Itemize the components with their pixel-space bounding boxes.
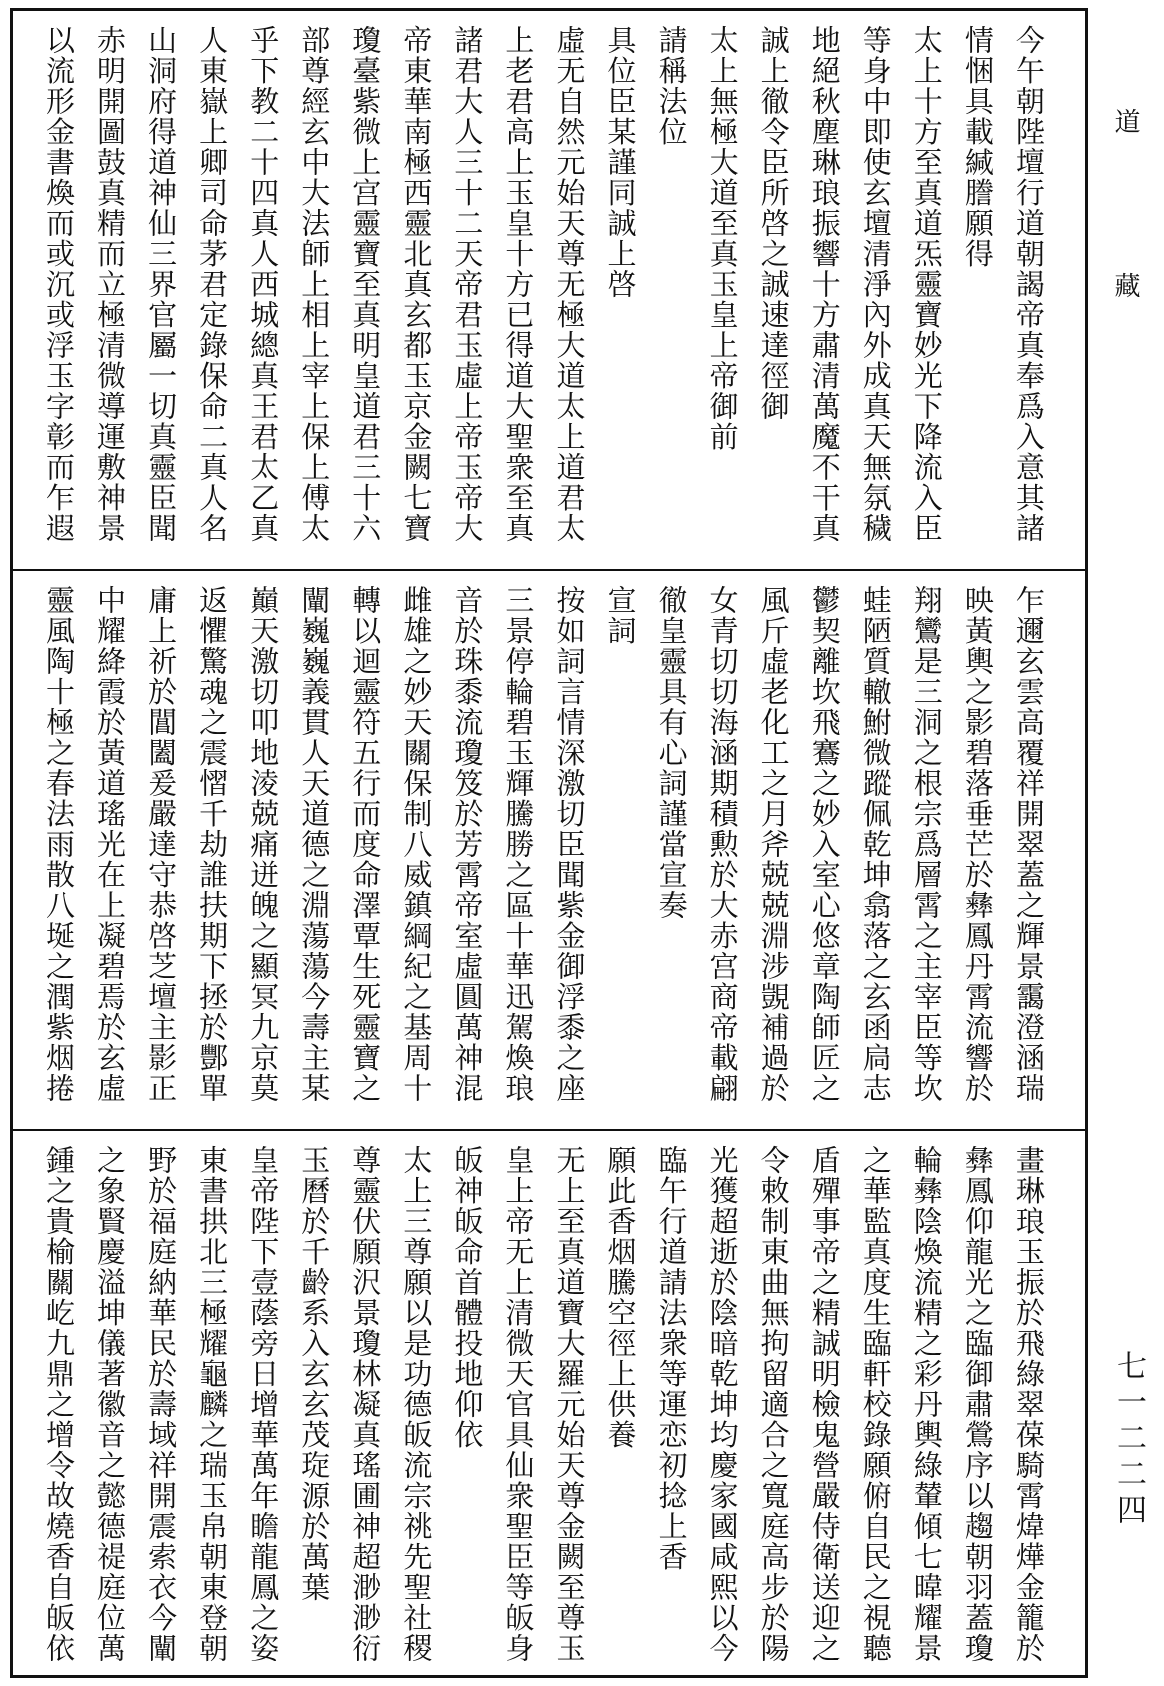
text-column: 輪彝陰煥流精之彩丹輿綠輦傾七暐耀景 bbox=[909, 1145, 944, 1663]
text-column: 宣詞 bbox=[603, 585, 638, 646]
text-column: 太上無極大道至真玉皇上帝御前 bbox=[705, 25, 740, 452]
text-column: 闡巍巍義貫人天道德之淵蕩蕩今壽主某 bbox=[297, 585, 332, 1104]
text-column: 之象賢慶溢坤儀著徽音之懿德禔庭位萬 bbox=[93, 1145, 128, 1663]
text-column: 音於珠黍流瓊笈於芳霄帝室虛圓萬神混 bbox=[450, 585, 485, 1104]
text-column: 今午朝陛壇行道朝謁帝真奉爲入意其諸 bbox=[1011, 25, 1046, 544]
text-column: 盾殫事帝之精誠明檢鬼營嚴侍衛送迎之 bbox=[807, 1145, 842, 1663]
text-column: 畫琳琅玉振於飛綠翠葆騎霄煒燁金籠於 bbox=[1011, 1145, 1046, 1663]
text-column: 山洞府得道神仙三界官屬一切真靈臣聞 bbox=[144, 25, 179, 544]
page-frame bbox=[10, 8, 1088, 1678]
text-column: 皈神皈命首體投地仰依 bbox=[450, 1145, 485, 1450]
text-column: 虛无自然元始天尊无極大道太上道君太 bbox=[552, 25, 587, 544]
text-column: 按如詞言情深激切臣聞紫金御浮黍之座 bbox=[552, 585, 587, 1104]
text-column: 尊靈伏願沢景瓊林凝真瑤圃神超渺渺衍 bbox=[348, 1145, 383, 1663]
column-group-bottom bbox=[39, 1145, 1049, 1663]
text-column: 請稱法位 bbox=[654, 25, 689, 147]
text-column: 鍾之貴榆關屹九鼎之增令故燒香自皈依 bbox=[42, 1145, 76, 1663]
text-column: 皇上帝无上清微天官具仙衆聖臣等皈身 bbox=[501, 1145, 536, 1663]
text-column: 等身中即使玄壇清淨內外成真天無氛穢 bbox=[858, 25, 893, 544]
text-column: 光獲超逝於陰暗乾坤均慶家國咸熙以今 bbox=[705, 1145, 740, 1663]
text-band-middle bbox=[13, 569, 1085, 1129]
text-column: 蛙陋質轍鮒微蹤佩乾坤翕落之玄函扃志 bbox=[858, 585, 893, 1104]
column-group-middle bbox=[39, 585, 1049, 1117]
text-column: 之華監真度生臨軒校錄願俯自民之視聽 bbox=[858, 1145, 893, 1663]
text-column: 瓊臺紫微上宫靈寶至真明皇道君三十六 bbox=[348, 25, 383, 544]
text-column: 具位臣某謹同誠上啓 bbox=[603, 25, 638, 300]
text-column: 中耀絳霞於黃道瑤光在上凝碧焉於玄虛 bbox=[93, 585, 128, 1104]
text-column: 野於福庭納華民於壽域祥開震索衣今闡 bbox=[144, 1145, 179, 1663]
text-column: 地絕秋塵琳琅振響十方肅清萬魔不干真 bbox=[807, 25, 842, 544]
text-column: 返懼驚魂之震慴千劫誰扶期下拯於酆單 bbox=[195, 585, 230, 1104]
text-column: 庸上祈於閶闔爰嚴達守恭啓芝壇主影正 bbox=[144, 585, 179, 1104]
text-column: 以流形金書煥而或沉或浮玉字彰而乍遐 bbox=[42, 25, 76, 544]
column-group-top bbox=[39, 25, 1049, 557]
text-column: 彝鳳仰龍光之臨御肅鶯序以趨朝羽蓋瓊 bbox=[960, 1145, 995, 1663]
text-column: 映黃輿之影碧落垂芒於彝鳳丹霄流響於 bbox=[960, 585, 995, 1104]
margin-title-char-1: 道 bbox=[1110, 108, 1140, 134]
text-column: 帝東華南極西靈北真玄都玉京金闕七寶 bbox=[399, 25, 434, 544]
text-column: 巔天激切叩地淩兢痛迸魄之顯冥九京莫 bbox=[246, 585, 281, 1104]
text-column: 上老君高上玉皇十方已得道大聖衆至真 bbox=[501, 25, 536, 544]
text-column: 三景停輪碧玉輝騰勝之區十華迅駕煥琅 bbox=[501, 585, 536, 1104]
text-column: 諸君大人三十二天帝君玉虛上帝玉帝大 bbox=[450, 25, 485, 544]
text-column: 令敕制東曲無拘留適合之寬庭高步於陽 bbox=[756, 1145, 791, 1663]
text-column: 乍邇玄雲高覆祥開翠蓋之輝景靄澄涵瑞 bbox=[1011, 585, 1046, 1104]
text-band-bottom bbox=[13, 1129, 1085, 1675]
text-column: 皇帝陛下壹蔭旁日增華萬年瞻龍鳳之姿 bbox=[246, 1145, 281, 1663]
text-column: 臨午行道請法衆等運恋初捻上香 bbox=[654, 1145, 689, 1572]
text-column: 无上至真道寶大羅元始天尊金闕至尊玉 bbox=[552, 1145, 587, 1663]
text-column: 徹皇靈具有心詞謹當宣奏 bbox=[654, 585, 689, 921]
text-column: 誠上徹令臣所啓之誠速達徑御 bbox=[756, 25, 791, 422]
text-column: 人東嶽上卿司命茅君定錄保命二真人名 bbox=[195, 25, 230, 544]
text-column: 部尊經玄中大法師上相上宰上保上傅太 bbox=[297, 25, 332, 544]
text-column: 靈風陶十極之春法雨散八埏之潤紫烟捲 bbox=[42, 585, 76, 1104]
text-column: 情悃具載緘謄願得 bbox=[960, 25, 995, 269]
text-column: 乎下教二十四真人西城總真王君太乙真 bbox=[246, 25, 281, 544]
text-column: 風斤虛老化工之月斧兢兢淵涉覬補過於 bbox=[756, 585, 791, 1104]
text-column: 願此香烟騰空徑上供養 bbox=[603, 1145, 638, 1450]
text-column: 東書拱北三極耀龜麟之瑞玉帛朝東登朝 bbox=[195, 1145, 230, 1663]
text-band-top bbox=[13, 11, 1085, 569]
text-column: 太上三尊願以是功德皈流宗祧先聖社稷 bbox=[399, 1145, 434, 1663]
text-column: 翔鸞是三洞之根宗爲層霄之主宰臣等坎 bbox=[909, 585, 944, 1104]
text-column: 轉以迴靈符五行而度命澤覃生死靈寶之 bbox=[348, 585, 383, 1104]
text-column: 太上十方至真道炁靈寶妙光下降流入臣 bbox=[909, 25, 944, 544]
margin-sidebar bbox=[1088, 0, 1164, 1686]
text-column: 赤明開圖鼓真精而立極清微導運敷神景 bbox=[93, 25, 128, 544]
margin-title-char-2: 藏 bbox=[1110, 272, 1140, 298]
page-number: 七一二二四 bbox=[1111, 1350, 1146, 1530]
text-column: 雌雄之妙天關保制八威鎮綱紀之基周十 bbox=[399, 585, 434, 1104]
text-column: 女青切切海涵期積勲於大赤宫商帝載翩 bbox=[705, 585, 740, 1104]
text-column: 鬱契離坎飛鶱之妙入室心悠章陶師匠之 bbox=[807, 585, 842, 1104]
text-column: 玉曆於千齡系入玄玄茂琁源於萬葉 bbox=[297, 1145, 332, 1603]
